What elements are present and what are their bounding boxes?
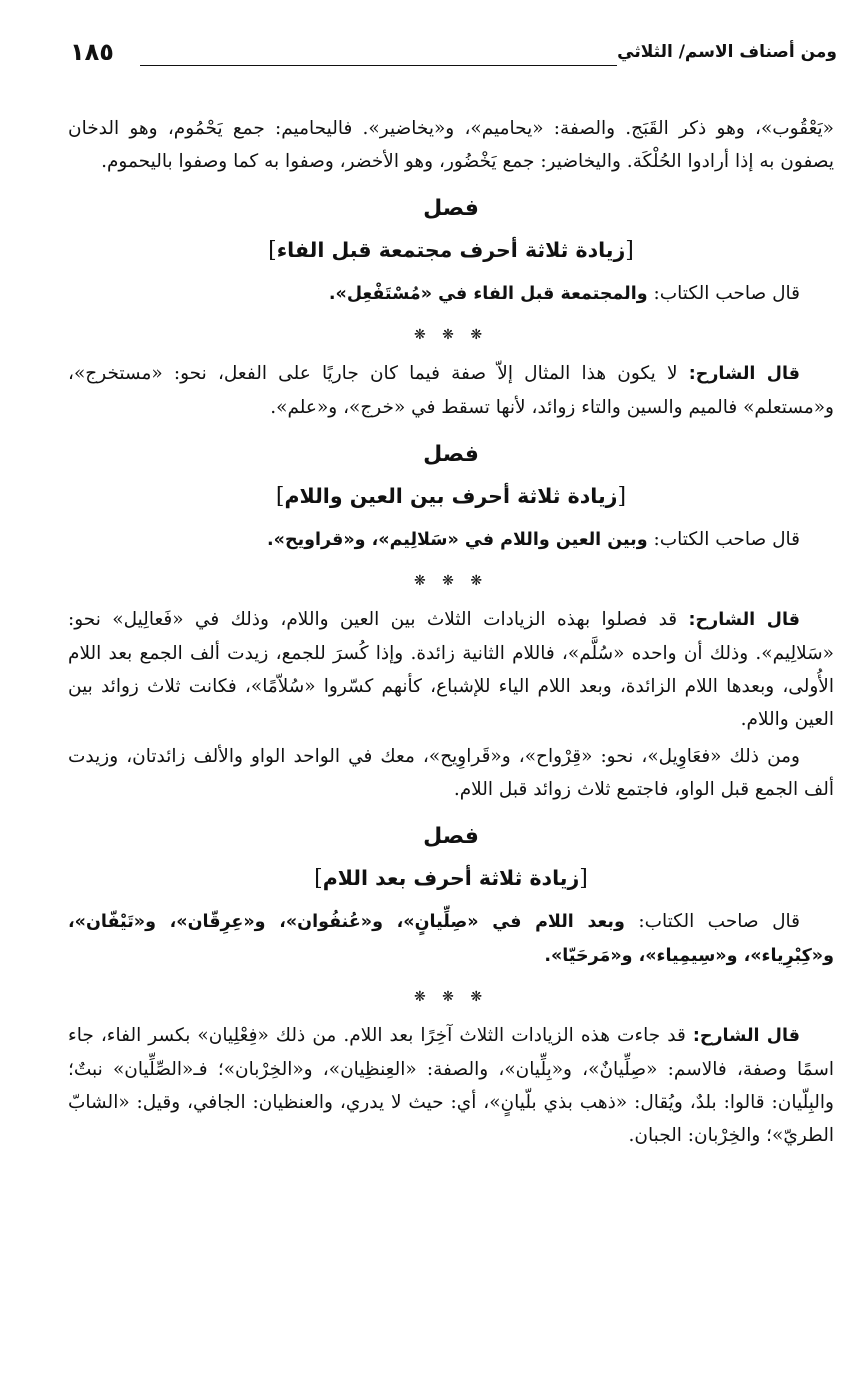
section-heading: فصل [423, 442, 479, 467]
author-quote [68, 523, 834, 557]
section-heading: فصل [423, 196, 479, 221]
section-subtitle [68, 230, 834, 271]
commentary-paragraph [68, 740, 834, 806]
subtitle-text: زيادة ثلاثة أحرف بين العين واللام [284, 484, 618, 508]
bracket-close: ] [268, 238, 277, 263]
author-quote [68, 277, 834, 311]
bracket-open: [ [617, 484, 627, 509]
commentary-paragraph [68, 357, 834, 424]
quote-text: والمجتمعة قبل الفاء في «مُسْتَفْعِل». [328, 284, 648, 304]
page-number: ١٨٥ [70, 38, 114, 66]
subtitle-text: زيادة ثلاثة أحرف بعد اللام [322, 866, 580, 890]
quote-text: وبعد اللام في «صِلِّيانٍ»، و«عُنفُوان»، و«عِرِقّان»، و«تَيْفّان»، و«كِبْرِياء»، و«سِيمِياء»، و«مَرحَيّا». [68, 912, 834, 966]
stars-separator: ❋ ❋ ❋ [413, 573, 489, 589]
commentary-lead: قال الشارح: [688, 364, 800, 384]
commentary-text: قد فصلوا بهذه الزيادات الثلاث بين العين واللام، وذلك في «فَعالِيل» نحو: «سَلالِيم». وذلك أن واحده «سُلَّم»، فاللام الثانية زائدة. وإذا كُسرَ للجمع، زيدت ألف الجمع بعد اللام الأُولى، وبعدها اللام الزائدة، وبعد اللام الياء للإشباع، كأنهم كسّروا «سُلاّمًا»، فكانت ثلاث زوائد بين العين واللام. [68, 609, 834, 730]
intro-paragraph: «يَعْقُوب»، وهو ذكر القَبَج. والصفة: «يحاميم»، و«يخاضير». فاليحاميم: جمع يَحْمُوم، وهو الدخان يصفون به إذا أرادوا الحُلْكَة. واليخاضير: جمع يَخْضُور، وهو الأخضر، وصفوا به كما وصفوا باليحموم. [68, 118, 834, 172]
commentary-lead: قال الشارح: [692, 1026, 800, 1046]
commentary-text: قد جاءت هذه الزيادات الثلاث آخِرًا بعد اللام. من ذلك «فِعْلِيان» بكسر الفاء، جاء اسمًا وصفة، فالاسم: «صِلِّيانٌ»، و«بِلِّيان»، والصفة: «العِنظِيان»، و«الخِرْبان»؛ فـ«الصِّلِّيان» نبتٌ؛ والبِلّيان: قالوا: بلدٌ، ويُقال: «ذهب بذي بلّيانٍ»، أي: حيث لا يدري، والعنظيان: الجافي، وقيل: «الشابّ الطريّ»؛ والخِرْبان: الجبان. [68, 1025, 834, 1146]
header-title: ومن أصناف الاسم/ الثلاثي [617, 42, 837, 62]
stars-separator: ❋ ❋ ❋ [413, 327, 489, 343]
commentary-text: لا يكون هذا المثال إلاّ صفة فيما كان جاريًا على الفعل، نحو: «مستخرج»، و«مستعلم» فالميم والسين والتاء زوائد، لأنها تسقط في «خرج»، و«علم». [68, 363, 834, 418]
section-heading: فصل [423, 824, 479, 849]
section-2 [68, 434, 834, 806]
section-1 [68, 188, 834, 424]
author-quote [68, 905, 834, 973]
page-body [68, 112, 834, 1156]
commentary-paragraph [68, 603, 834, 736]
quote-lead: قال صاحب الكتاب: [653, 529, 800, 550]
running-header [70, 38, 837, 78]
stars-separator: ❋ ❋ ❋ [413, 989, 489, 1005]
quote-lead: قال صاحب الكتاب: [638, 911, 801, 932]
bracket-close: ] [314, 866, 323, 891]
quote-text: وبين العين واللام في «سَلالِيم»، و«قراويح». [267, 530, 648, 550]
commentary-paragraph [68, 1019, 834, 1152]
bracket-open: [ [579, 866, 588, 891]
commentary-lead: قال الشارح: [688, 610, 800, 630]
section-subtitle [68, 858, 834, 899]
header-rule [140, 65, 617, 66]
section-subtitle [68, 476, 834, 517]
section-3 [68, 816, 834, 1152]
bracket-close: ] [275, 484, 285, 509]
bracket-open: [ [625, 238, 634, 263]
commentary-text: ومن ذلك «فعَاوِيل»، نحو: «قِرْواح»، و«قَراوِيح»، معك في الواحد الواو والألف زائدتان، وزيدت ألف الجمع قبل الواو، فاجتمع ثلاث زوائد قبل اللام. [68, 746, 834, 800]
quote-lead: قال صاحب الكتاب: [653, 283, 800, 304]
subtitle-text: زيادة ثلاثة أحرف مجتمعة قبل الفاء [276, 238, 626, 262]
